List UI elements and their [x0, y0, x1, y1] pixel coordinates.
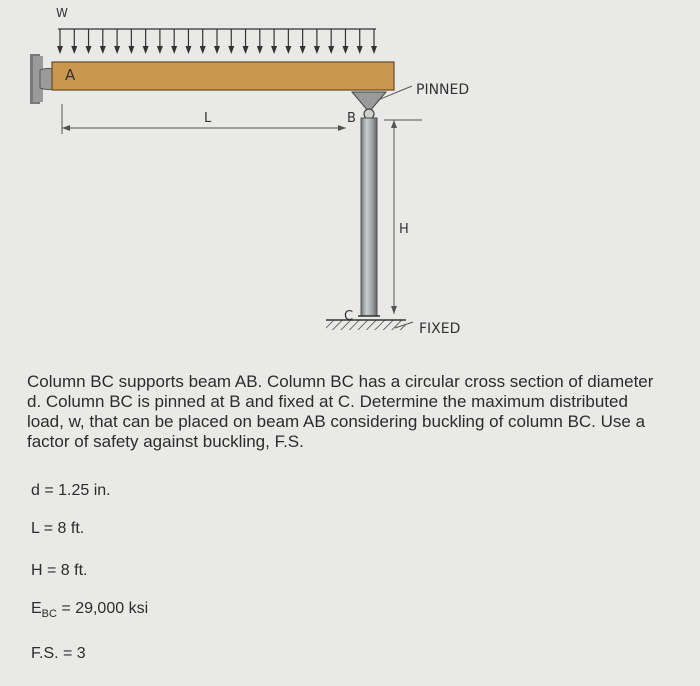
given-diameter: d = 1.25 in.: [31, 482, 111, 499]
load-arrow-head: [200, 46, 206, 54]
given-beam-length: L = 8 ft.: [31, 520, 85, 537]
load-arrow-head: [285, 46, 291, 54]
load-label: W: [56, 6, 68, 20]
fixed-label: FIXED: [419, 321, 461, 337]
load-arrow-head: [228, 46, 234, 54]
beam-ab: [52, 62, 394, 90]
load-arrow-head: [100, 46, 106, 54]
load-arrow-head: [71, 46, 77, 54]
pinned-label: PINNED: [416, 82, 470, 98]
load-arrow-head: [314, 46, 320, 54]
given-factor-of-safety: F.S. = 3: [31, 645, 86, 662]
load-arrow-head: [214, 46, 220, 54]
load-arrow-head: [171, 46, 177, 54]
load-arrow-head: [271, 46, 277, 54]
load-arrow-head: [114, 46, 120, 54]
load-arrow-head: [243, 46, 249, 54]
modulus-subscript: BC: [41, 608, 57, 620]
load-arrow-head: [357, 46, 363, 54]
load-arrow-head: [143, 46, 149, 54]
modulus-value: = 29,000 ksi: [56, 600, 149, 617]
height-dimension-h: [384, 120, 422, 314]
load-arrow-head: [300, 46, 306, 54]
fixed-support-c: [326, 316, 406, 330]
load-arrow-head: [342, 46, 348, 54]
load-arrow-head: [185, 46, 191, 54]
load-arrow-head: [157, 46, 163, 54]
point-a-label: A: [65, 66, 76, 84]
load-arrow-head: [86, 46, 92, 54]
load-arrow-head: [57, 46, 63, 54]
pinned-support-b: [352, 92, 386, 119]
span-label: L: [204, 111, 212, 126]
load-arrow-head: [328, 46, 334, 54]
point-c-label: C: [344, 309, 354, 324]
load-arrow-head: [257, 46, 263, 54]
load-arrow-head: [128, 46, 134, 54]
column-bc: [361, 118, 377, 316]
problem-statement: Column BC supports beam AB. Column BC has a circular cross section of diameter d. Column BC is pinned at B and fixed at C. Determine the maximum distributed load, w, that can be placed on beam AB considering buckling of column BC. Use a factor of safety against buckling, F.S.: [27, 372, 654, 451]
distributed-load-arrows: [57, 29, 377, 54]
point-b-label: B: [347, 111, 356, 126]
load-arrow-head: [371, 46, 377, 54]
height-label: H: [399, 222, 409, 237]
given-modulus: [31, 600, 148, 618]
modulus-symbol: E: [31, 600, 42, 617]
given-column-height: H = 8 ft.: [31, 562, 88, 579]
